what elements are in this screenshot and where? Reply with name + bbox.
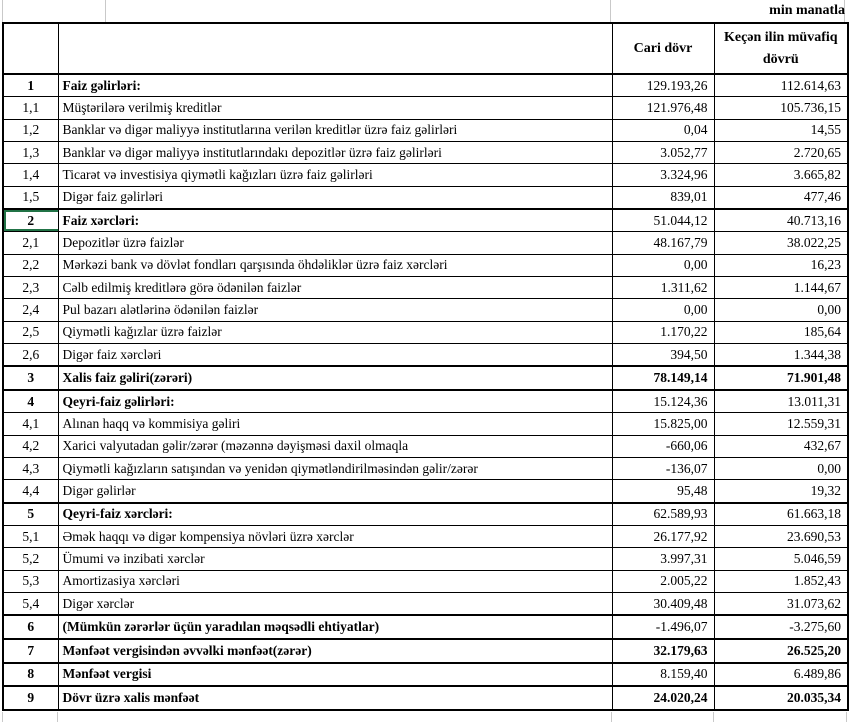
value-current-cell[interactable]: 129.193,26	[612, 74, 714, 97]
value-current-cell[interactable]: 839,01	[612, 186, 714, 209]
value-previous-cell[interactable]: 1.852,43	[714, 570, 848, 592]
row-num-cell[interactable]: 5	[3, 503, 58, 526]
row-label-cell[interactable]: (Mümkün zərərlər üçün yaradılan məqsədli ehtiyatlar)	[58, 615, 612, 639]
row-num-cell[interactable]: 2,6	[3, 343, 58, 366]
value-previous-cell[interactable]: 71.901,48	[714, 366, 848, 390]
gridline	[2, 0, 3, 22]
value-current-cell[interactable]: 62.589,93	[612, 503, 714, 526]
value-previous-cell[interactable]: 2.720,65	[714, 142, 848, 164]
value-current-cell[interactable]: -1.496,07	[612, 615, 714, 639]
row-num-cell[interactable]: 2	[3, 209, 58, 232]
row-label-cell[interactable]: Alınan haqq və kommisiya gəliri	[58, 413, 612, 435]
gridline	[713, 712, 714, 722]
bottom-strip	[0, 711, 853, 722]
value-previous-cell[interactable]: 477,46	[714, 186, 848, 209]
header-row	[3, 23, 848, 74]
value-current-cell[interactable]: 0,00	[612, 299, 714, 321]
header-num-cell[interactable]	[3, 23, 58, 74]
value-current-cell[interactable]: 8.159,40	[612, 663, 714, 687]
value-previous-cell[interactable]: 1.144,67	[714, 277, 848, 299]
value-current-cell[interactable]: 3.052,77	[612, 142, 714, 164]
value-current-cell[interactable]: 2.005,22	[612, 570, 714, 592]
value-previous-cell[interactable]: 112.614,63	[714, 74, 848, 97]
value-previous-cell[interactable]: 23.690,53	[714, 526, 848, 548]
table-row	[3, 321, 848, 343]
value-previous-cell[interactable]: 19,32	[714, 480, 848, 503]
header-previous-cell[interactable]: Keçən ilin müvafiq dövrü	[714, 23, 848, 74]
table-row	[3, 186, 848, 209]
row-label-cell[interactable]: Ümumi və inzibati xərclər	[58, 548, 612, 570]
row-num-cell[interactable]: 5,3	[3, 570, 58, 592]
value-previous-cell[interactable]: 432,67	[714, 435, 848, 457]
table-row	[3, 663, 848, 687]
value-current-cell[interactable]: 121.976,48	[612, 97, 714, 119]
value-current-cell[interactable]: 95,48	[612, 480, 714, 503]
table-row	[3, 164, 848, 186]
row-num-cell[interactable]: 1,1	[3, 97, 58, 119]
value-current-cell[interactable]: 24.020,24	[612, 686, 714, 710]
value-previous-cell[interactable]: 105.736,15	[714, 97, 848, 119]
row-num-cell[interactable]: 5,2	[3, 548, 58, 570]
table-row	[3, 97, 848, 119]
row-label-cell[interactable]: Mənfəət vergisi	[58, 663, 612, 687]
value-current-cell[interactable]: 0,00	[612, 254, 714, 276]
row-label-cell[interactable]: Cəlb edilmiş kreditlərə görə ödənilən faizlər	[58, 277, 612, 299]
table-row	[3, 615, 848, 639]
row-num-cell[interactable]: 4	[3, 390, 58, 413]
table-row	[3, 209, 848, 232]
row-label-cell[interactable]: Banklar və digər maliyyə institutlarındakı depozitlər üzrə faiz gəlirləri	[58, 142, 612, 164]
value-current-cell[interactable]: 48.167,79	[612, 232, 714, 254]
header-desc-cell[interactable]	[58, 23, 612, 74]
value-previous-cell[interactable]: 1.344,38	[714, 343, 848, 366]
row-num-cell[interactable]: 9	[3, 686, 58, 710]
row-num-cell[interactable]: 4,4	[3, 480, 58, 503]
row-num-cell[interactable]: 5,1	[3, 526, 58, 548]
row-label-cell[interactable]: Pul bazarı alətlərinə ödənilən faizlər	[58, 299, 612, 321]
value-current-cell[interactable]: 30.409,48	[612, 592, 714, 615]
table-row	[3, 435, 848, 457]
value-previous-cell[interactable]: 38.022,25	[714, 232, 848, 254]
table-row	[3, 592, 848, 615]
row-label-cell[interactable]: Mərkəzi bank və dövlət fondları qarşısında öhdəliklər üzrə faiz xərcləri	[58, 254, 612, 276]
row-label-cell[interactable]: Qeyri-faiz gəlirləri:	[58, 390, 612, 413]
value-current-cell[interactable]: 3.997,31	[612, 548, 714, 570]
row-label-cell[interactable]: Digər faiz xərcləri	[58, 343, 612, 366]
table-row	[3, 119, 848, 141]
table-row	[3, 413, 848, 435]
unit-label: min manatla	[769, 3, 845, 18]
table-row	[3, 526, 848, 548]
value-previous-cell[interactable]: 31.073,62	[714, 592, 848, 615]
row-num-cell[interactable]: 6	[3, 615, 58, 639]
value-current-cell[interactable]: -660,06	[612, 435, 714, 457]
row-num-cell[interactable]: 1,4	[3, 164, 58, 186]
row-num-cell[interactable]: 1,3	[3, 142, 58, 164]
table-row	[3, 570, 848, 592]
value-previous-cell[interactable]: 12.559,31	[714, 413, 848, 435]
value-current-cell[interactable]: -136,07	[612, 457, 714, 479]
value-current-cell[interactable]: 15.825,00	[612, 413, 714, 435]
gridline	[105, 0, 106, 22]
row-label-cell[interactable]: Dövr üzrə xalis mənfəət	[58, 686, 612, 710]
row-label-cell[interactable]: Xarici valyutadan gəlir/zərər (məzənnə dəyişməsi daxil olmaqla	[58, 435, 612, 457]
row-num-cell[interactable]: 4,1	[3, 413, 58, 435]
row-num-cell[interactable]: 1,2	[3, 119, 58, 141]
table-header	[3, 23, 848, 74]
value-current-cell[interactable]: 15.124,36	[612, 390, 714, 413]
row-num-cell[interactable]: 2,2	[3, 254, 58, 276]
row-num-cell[interactable]: 4,2	[3, 435, 58, 457]
row-label-cell[interactable]: Mənfəət vergisindən əvvəlki mənfəət(zərər)	[58, 639, 612, 663]
value-current-cell[interactable]: 1.170,22	[612, 321, 714, 343]
row-label-cell[interactable]: Digər xərclər	[58, 592, 612, 615]
row-num-cell[interactable]: 2,3	[3, 277, 58, 299]
row-label-cell[interactable]: Ticarət və investisiya qiymətli kağızları üzrə faiz gəlirləri	[58, 164, 612, 186]
table-row	[3, 343, 848, 366]
row-label-cell[interactable]: Digər gəlirlər	[58, 480, 612, 503]
row-label-cell[interactable]: Müştərilərə verilmiş kreditlər	[58, 97, 612, 119]
row-label-cell[interactable]: Amortizasiya xərcləri	[58, 570, 612, 592]
row-num-cell[interactable]: 2,4	[3, 299, 58, 321]
value-previous-cell[interactable]: 26.525,20	[714, 639, 848, 663]
table-row	[3, 390, 848, 413]
row-label-cell[interactable]: Banklar və digər maliyyə institutlarına verilən kreditlər üzrə faiz gəlirləri	[58, 119, 612, 141]
row-label-cell[interactable]: Faiz xərcləri:	[58, 209, 612, 232]
row-label-cell[interactable]: Qiymətli kağızların satışından və yenidən qiymətləndirilməsindən gəlir/zərər	[58, 457, 612, 479]
value-previous-cell[interactable]: 5.046,59	[714, 548, 848, 570]
table-body	[3, 74, 848, 710]
top-strip	[0, 0, 853, 22]
value-current-cell[interactable]: 26.177,92	[612, 526, 714, 548]
row-label-cell[interactable]: Əmək haqqı və digər kompensiya növləri üzrə xərclər	[58, 526, 612, 548]
value-previous-cell[interactable]: 40.713,16	[714, 209, 848, 232]
row-num-cell[interactable]: 3	[3, 366, 58, 390]
table-row	[3, 366, 848, 390]
table-row	[3, 548, 848, 570]
gridline	[57, 712, 58, 722]
value-previous-cell[interactable]: 14,55	[714, 119, 848, 141]
value-current-cell[interactable]: 78.149,14	[612, 366, 714, 390]
value-current-cell[interactable]: 394,50	[612, 343, 714, 366]
table-row	[3, 142, 848, 164]
table-row	[3, 686, 848, 710]
value-previous-cell[interactable]: 0,00	[714, 299, 848, 321]
table-row	[3, 277, 848, 299]
row-label-cell[interactable]: Depozitlər üzrə faizlər	[58, 232, 612, 254]
value-current-cell[interactable]: 0,04	[612, 119, 714, 141]
row-label-cell[interactable]: Digər faiz gəlirləri	[58, 186, 612, 209]
table-row	[3, 457, 848, 479]
table-row	[3, 480, 848, 503]
value-previous-cell[interactable]: 20.035,34	[714, 686, 848, 710]
value-current-cell[interactable]: 51.044,12	[612, 209, 714, 232]
row-label-cell[interactable]: Faiz gəlirləri:	[58, 74, 612, 97]
value-previous-cell[interactable]: 13.011,31	[714, 390, 848, 413]
gridline	[610, 0, 611, 22]
table-row	[3, 254, 848, 276]
row-num-cell[interactable]: 2,5	[3, 321, 58, 343]
table-row	[3, 639, 848, 663]
table-row	[3, 74, 848, 97]
row-num-cell[interactable]: 5,4	[3, 592, 58, 615]
row-num-cell[interactable]: 1,5	[3, 186, 58, 209]
row-num-cell[interactable]: 4,3	[3, 457, 58, 479]
gridline	[611, 712, 612, 722]
value-previous-cell[interactable]: 3.665,82	[714, 164, 848, 186]
value-previous-cell[interactable]: 185,64	[714, 321, 848, 343]
row-label-cell[interactable]: Xalis faiz gəliri(zərəri)	[58, 366, 612, 390]
income-statement-table	[2, 22, 849, 711]
value-current-cell[interactable]: 3.324,96	[612, 164, 714, 186]
row-num-cell[interactable]: 8	[3, 663, 58, 687]
gridline	[2, 712, 3, 722]
value-previous-cell[interactable]: -3.275,60	[714, 615, 848, 639]
value-previous-cell[interactable]: 16,23	[714, 254, 848, 276]
table-row	[3, 503, 848, 526]
row-label-cell[interactable]: Qiymətli kağızlar üzrə faizlər	[58, 321, 612, 343]
value-previous-cell[interactable]: 0,00	[714, 457, 848, 479]
row-label-cell[interactable]: Qeyri-faiz xərcləri:	[58, 503, 612, 526]
gridline	[846, 712, 847, 722]
value-previous-cell[interactable]: 6.489,86	[714, 663, 848, 687]
row-num-cell[interactable]: 7	[3, 639, 58, 663]
header-current-cell[interactable]: Cari dövr	[612, 23, 714, 74]
value-current-cell[interactable]: 1.311,62	[612, 277, 714, 299]
value-previous-cell[interactable]: 61.663,18	[714, 503, 848, 526]
row-num-cell[interactable]: 2,1	[3, 232, 58, 254]
row-num-cell[interactable]: 1	[3, 74, 58, 97]
table-row	[3, 299, 848, 321]
value-current-cell[interactable]: 32.179,63	[612, 639, 714, 663]
table-row	[3, 232, 848, 254]
